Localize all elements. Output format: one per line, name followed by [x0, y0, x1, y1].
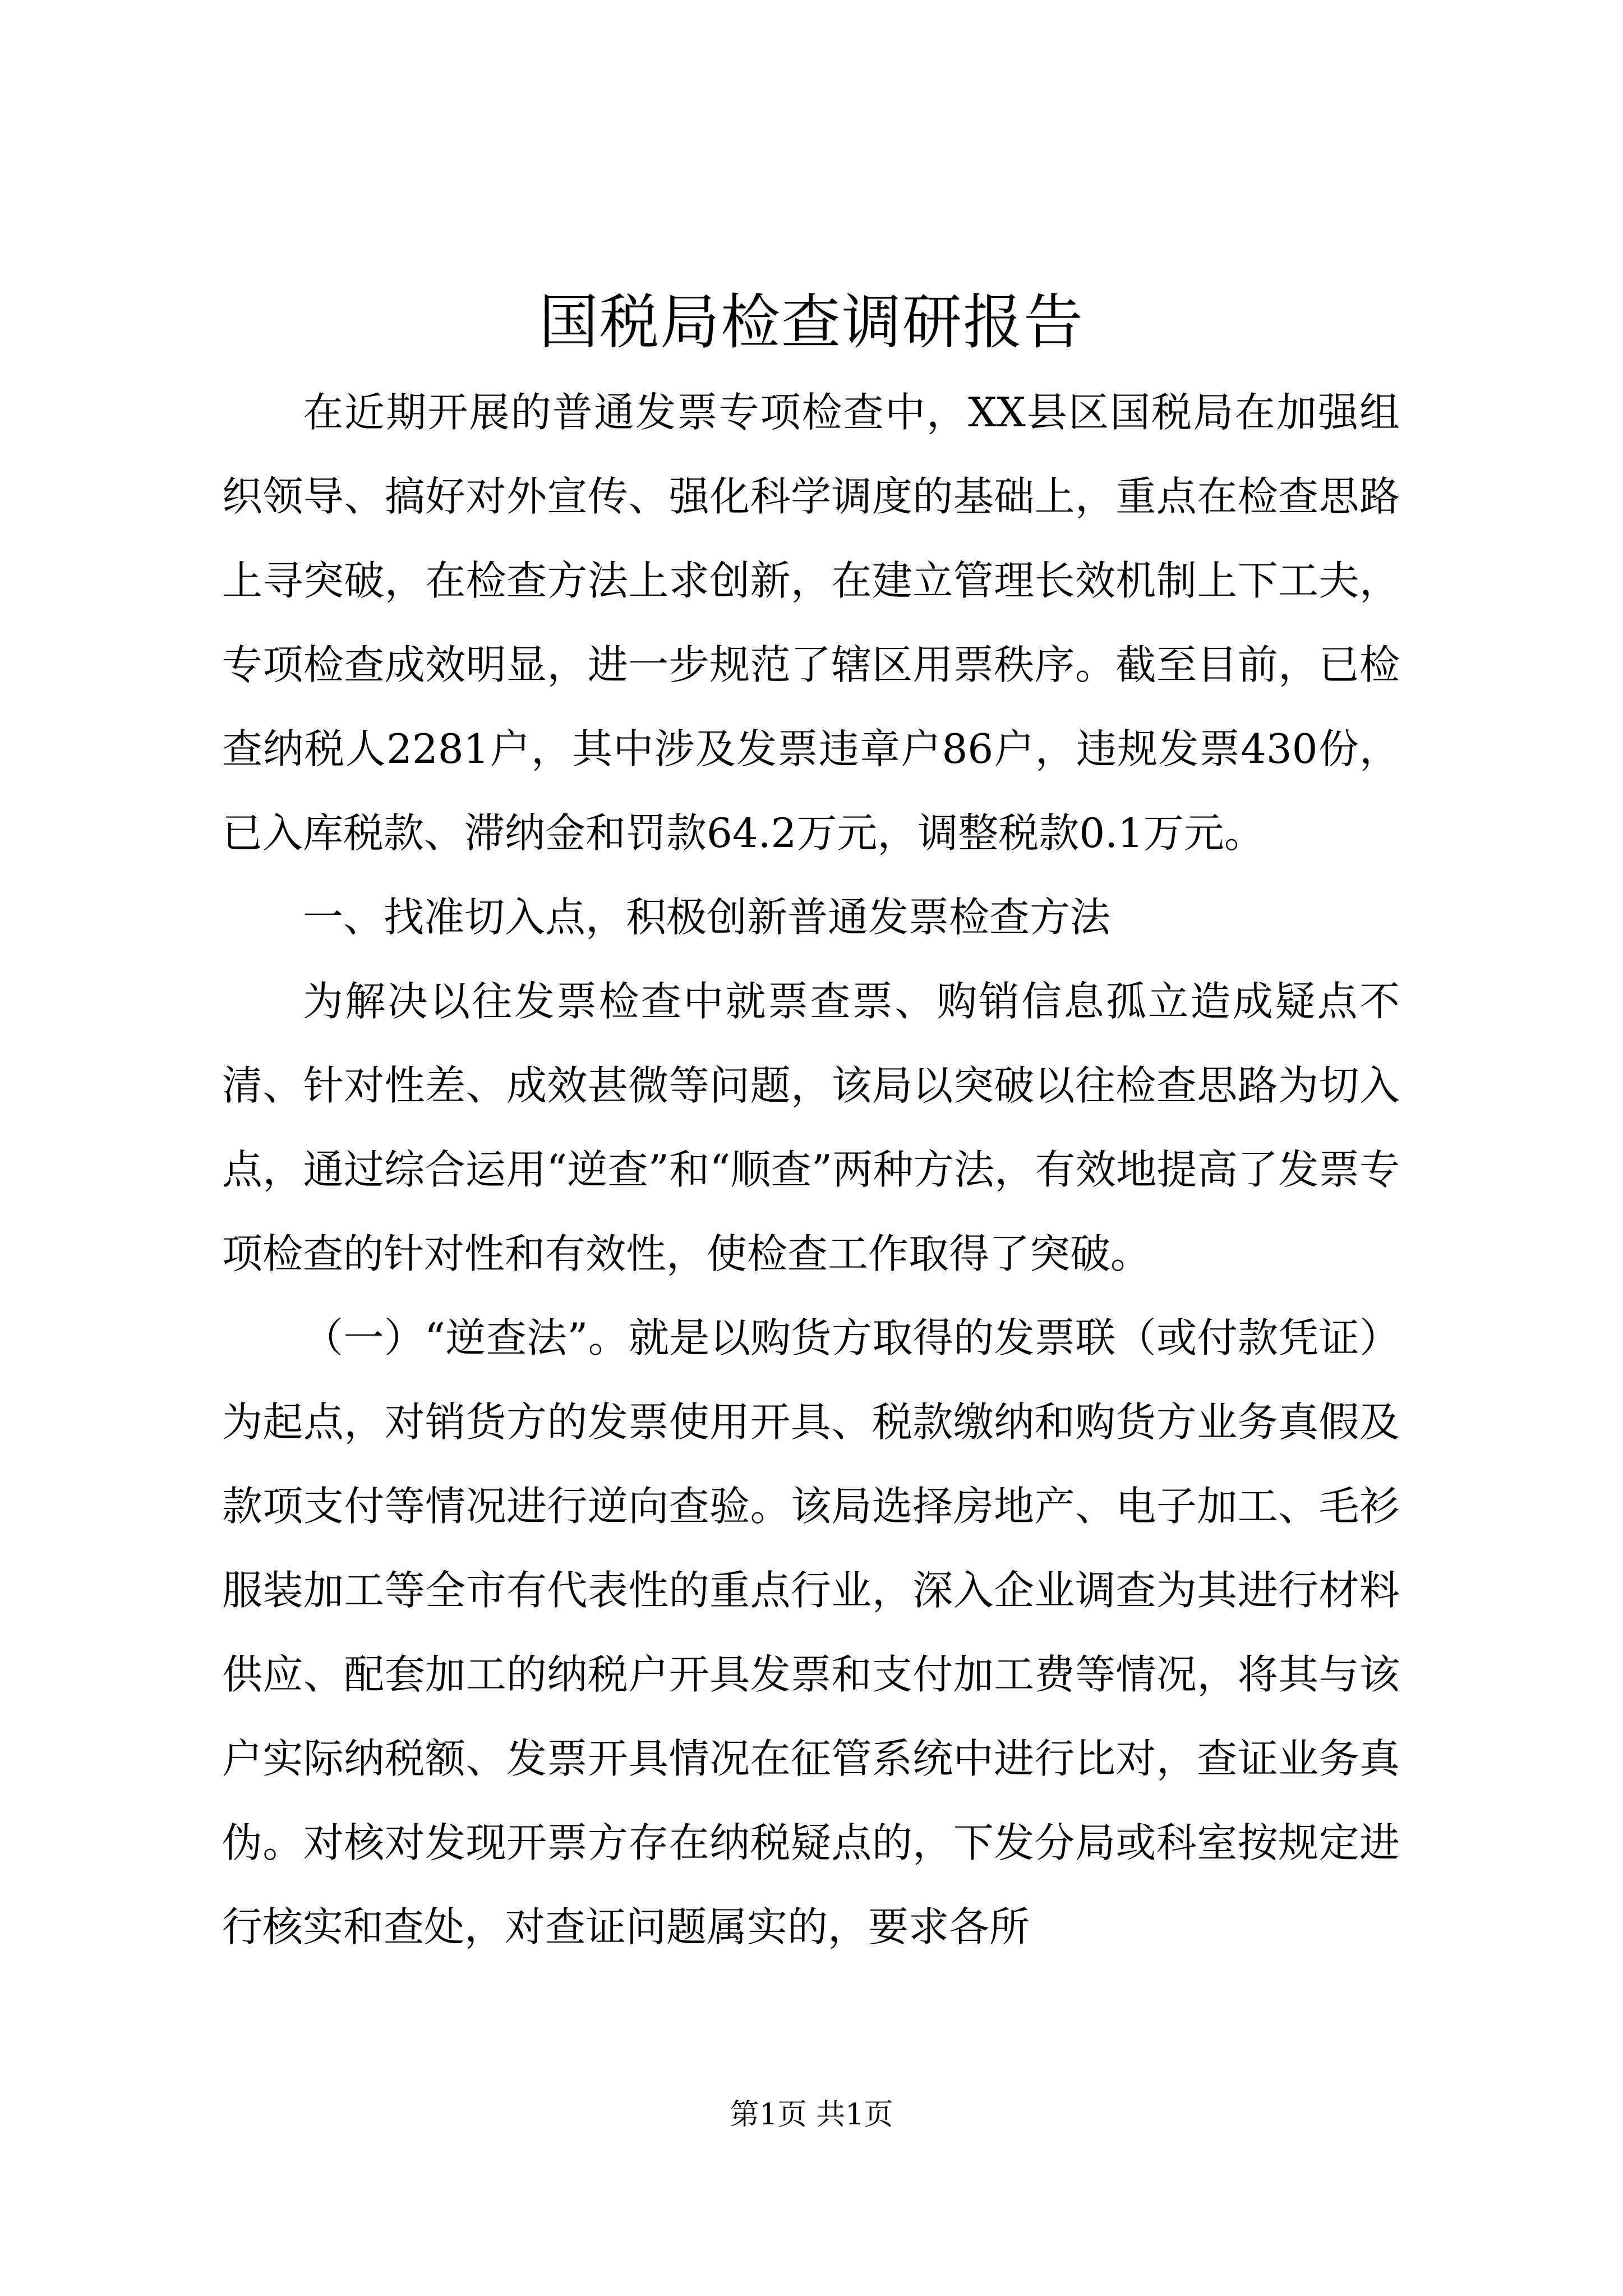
section-heading: 一、找准切入点，积极创新普通发票检查方法	[303, 894, 1111, 941]
paragraph-reverse-check: （一）“逆查法”。就是以购货方取得的发票联（或付款凭证）为起点，对销货方的发票使用开具、税款缴纳和购货方业务真假及款项支付等情况进行逆向查验。该局选择房地产、电子加工、毛衫服装加工等全市有代表性的重点行业，深入企业调查为其进行材料供应、配套加工的纳税户开具发票和支付加工费等情况，将其与该户实际纳税额、发票开具情况在征管系统中进行比对，查证业务真伪。对核对发现开票方存在纳税疑点的，下发分局或科室按规定进行核实和查处，对查证问题属实的，要求各所	[222, 1314, 1400, 1950]
page-footer: 第1页 共1页	[730, 2098, 893, 2132]
document-body	[222, 370, 1400, 1969]
paragraph-background: 为解决以往发票检查中就票查票、购销信息孤立造成疑点不清、针对性差、成效甚微等问题，该局以突破以往检查思路为切入点，通过综合运用“逆查”和“顺查”两种方法，有效地提高了发票专项检查的针对性和有效性，使检查工作取得了突破。	[222, 978, 1400, 1277]
document-title: 国税局检查调研报告	[539, 288, 1084, 357]
paragraph-intro: 在近期开展的普通发票专项检查中，XX县区国税局在加强组织领导、搞好对外宣传、强化科学调度的基础上，重点在检查思路上寻突破，在检查方法上求创新，在建立管理长效机制上下工夫，专项检查成效明显，进一步规范了辖区用票秩序。截至目前，已检查纳税人2281户，其中涉及发票违章户86户，违规发票430份，已入库税款、滞纳金和罚款64.2万元，调整税款0.1万元。	[222, 389, 1400, 857]
